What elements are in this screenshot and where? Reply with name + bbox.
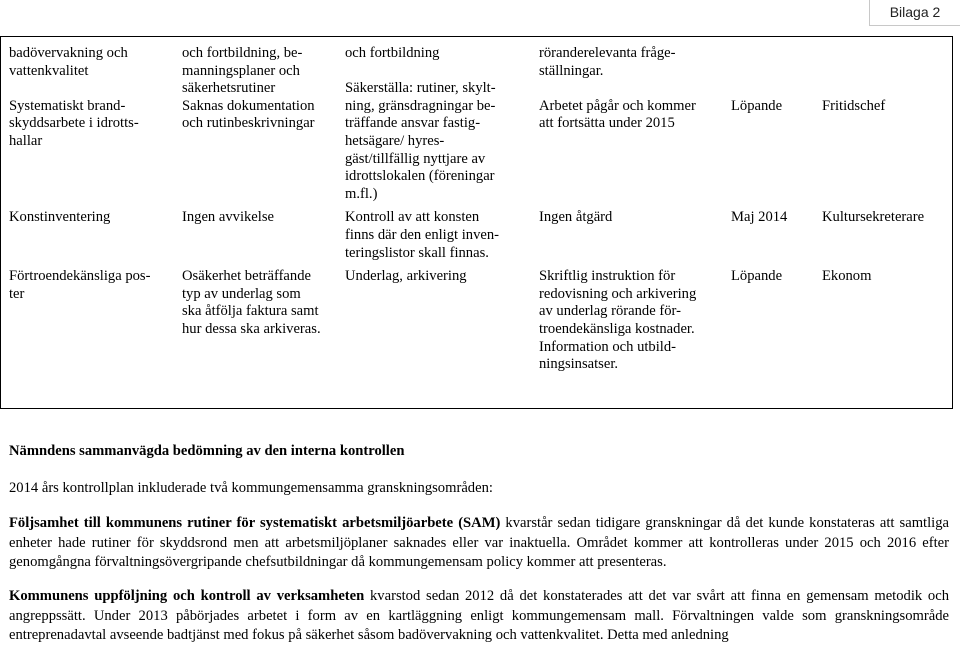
cell-line: säkerhetsrutiner: [182, 80, 276, 97]
cell-area: [0, 36, 173, 203]
cell-control: [336, 203, 530, 262]
cell-responsible: [813, 203, 953, 262]
cell-deviation: [173, 36, 336, 203]
internal-control-table: [0, 36, 953, 377]
cell-line: [822, 80, 953, 98]
cell-line: träffande ansvar fastig-: [345, 115, 481, 132]
cell-line: Förtroendekänsliga pos-: [9, 268, 151, 285]
cell-line: badövervakning och: [9, 45, 128, 61]
cell-line: gäst/tillfällig nyttjare av: [345, 150, 486, 167]
cell-line: ställningar.: [539, 62, 604, 79]
cell-line: [539, 80, 722, 98]
cell-area: [0, 203, 173, 262]
cell-line: ningsinsatser.: [539, 356, 619, 373]
cell-line: hur dessa ska arkiveras.: [182, 320, 321, 337]
table-row: [0, 36, 953, 203]
cell-line: och rutinbeskrivningar: [182, 115, 315, 132]
cell-line: finns där den enligt inven-: [345, 226, 500, 243]
table-row: [0, 262, 953, 377]
paragraph-uppfoljning: Kommunens uppföljning och kontroll av verksamheten kvarstod sedan 2012 då det konstaterades att det var svårt att finna en gemensam metodik och angreppssätt. Under 2013 påbörjades arbetet i form av en kartläggning enligt kommungemensam mall. Förvaltningen valde som granskningsområde entreprenadavtal avseende badtjänst med fokus på säkerhet såsom badövervakning och vattenkvalitet. Detta med anledning: [9, 588, 949, 643]
cell-line: Maj 2014: [731, 209, 788, 226]
cell-deviation: [173, 262, 336, 377]
cell-timeline: [722, 36, 813, 203]
cell-line: vattenkvalitet: [9, 62, 89, 79]
cell-line: [822, 63, 953, 81]
cell-line: Saknas dokumentation: [182, 97, 315, 114]
cell-line: typ av underlag som: [182, 285, 301, 302]
cell-line: Systematiskt brand-: [9, 97, 126, 114]
cell-line: Skriftlig instruktion för: [539, 268, 676, 285]
cell-line: idrottslokalen (föreningar: [345, 168, 495, 185]
cell-timeline: [722, 262, 813, 377]
cell-action: [530, 203, 722, 262]
table-bottom-border: [0, 408, 953, 409]
cell-line: Kontroll av att konsten: [345, 209, 480, 226]
paragraph-sam: Följsamhet till kommunens rutiner för systematiskt arbetsmiljöarbete (SAM) kvarstår sedan tidigare granskningar då det kunde konstateras att samtliga enheter hade rutiner för skyddsrond men att arbetsmiljöplaner saknades eller var inaktuella. Området kommer att kontrolleras under 2015 och 2016 efter genomgångna förvaltningsövergripande chefsutbildningar då kommungemensam policy kommer att presenteras.: [9, 515, 949, 570]
cell-line: [345, 63, 530, 81]
cell-line: Information och utbild-: [539, 338, 676, 355]
cell-line: Konstinventering: [9, 209, 111, 226]
cell-line: av underlag rörande för-: [539, 303, 681, 320]
cell-line: Säkerställa: rutiner, skylt-: [345, 80, 496, 97]
cell-line: Ingen avvikelse: [182, 209, 274, 226]
cell-line: [731, 45, 813, 63]
cell-line: Kultursekreterare: [822, 209, 925, 226]
cell-line: [731, 80, 813, 98]
cell-timeline: [722, 203, 813, 262]
cell-line: ning, gränsdragningar be-: [345, 97, 496, 114]
cell-action: [530, 262, 722, 377]
cell-line: Arbetet pågår och kommer: [539, 97, 696, 114]
cell-line: skyddsarbete i idrotts-: [9, 115, 139, 132]
cell-line: troendekänsliga kostnader.: [539, 320, 695, 337]
page-label-badge: Bilaga 2: [869, 0, 960, 26]
table-row: [0, 203, 953, 262]
cell-control: [336, 36, 530, 203]
cell-line: att fortsätta under 2015: [539, 115, 675, 132]
cell-line: Ingen åtgärd: [539, 209, 613, 226]
cell-line: [9, 80, 173, 98]
cell-line: röranderelevanta fråge-: [539, 45, 676, 61]
cell-line: ter: [9, 285, 25, 302]
cell-line: Fritidschef: [822, 97, 886, 114]
cell-area: [0, 262, 173, 377]
cell-line: hetsägare/ hyres-: [345, 132, 445, 149]
cell-line: Löpande: [731, 97, 783, 114]
cell-line: ska åtfölja faktura samt: [182, 303, 319, 320]
cell-line: Ekonom: [822, 268, 872, 285]
cell-responsible: [813, 36, 953, 203]
cell-control: [336, 262, 530, 377]
cell-line: Löpande: [731, 268, 783, 285]
cell-deviation: [173, 203, 336, 262]
cell-line: och fortbildning: [345, 45, 440, 61]
cell-line: manningsplaner och: [182, 62, 300, 79]
cell-line: Underlag, arkivering: [345, 268, 467, 285]
cell-action: [530, 36, 722, 203]
intro-paragraph: 2014 års kontrollplan inkluderade två kommungemensamma granskningsområden:: [9, 480, 493, 496]
cell-line: [822, 45, 953, 63]
cell-line: m.fl.): [345, 185, 378, 202]
cell-line: [731, 63, 813, 81]
cell-responsible: [813, 262, 953, 377]
cell-line: hallar: [9, 132, 43, 149]
cell-line: och fortbildning, be-: [182, 45, 303, 61]
cell-line: Osäkerhet beträffande: [182, 268, 311, 285]
cell-line: redovisning och arkivering: [539, 285, 697, 302]
section-heading: Nämndens sammanvägda bedömning av den interna kontrollen: [9, 443, 405, 459]
cell-line: teringslistor skall finnas.: [345, 244, 489, 261]
